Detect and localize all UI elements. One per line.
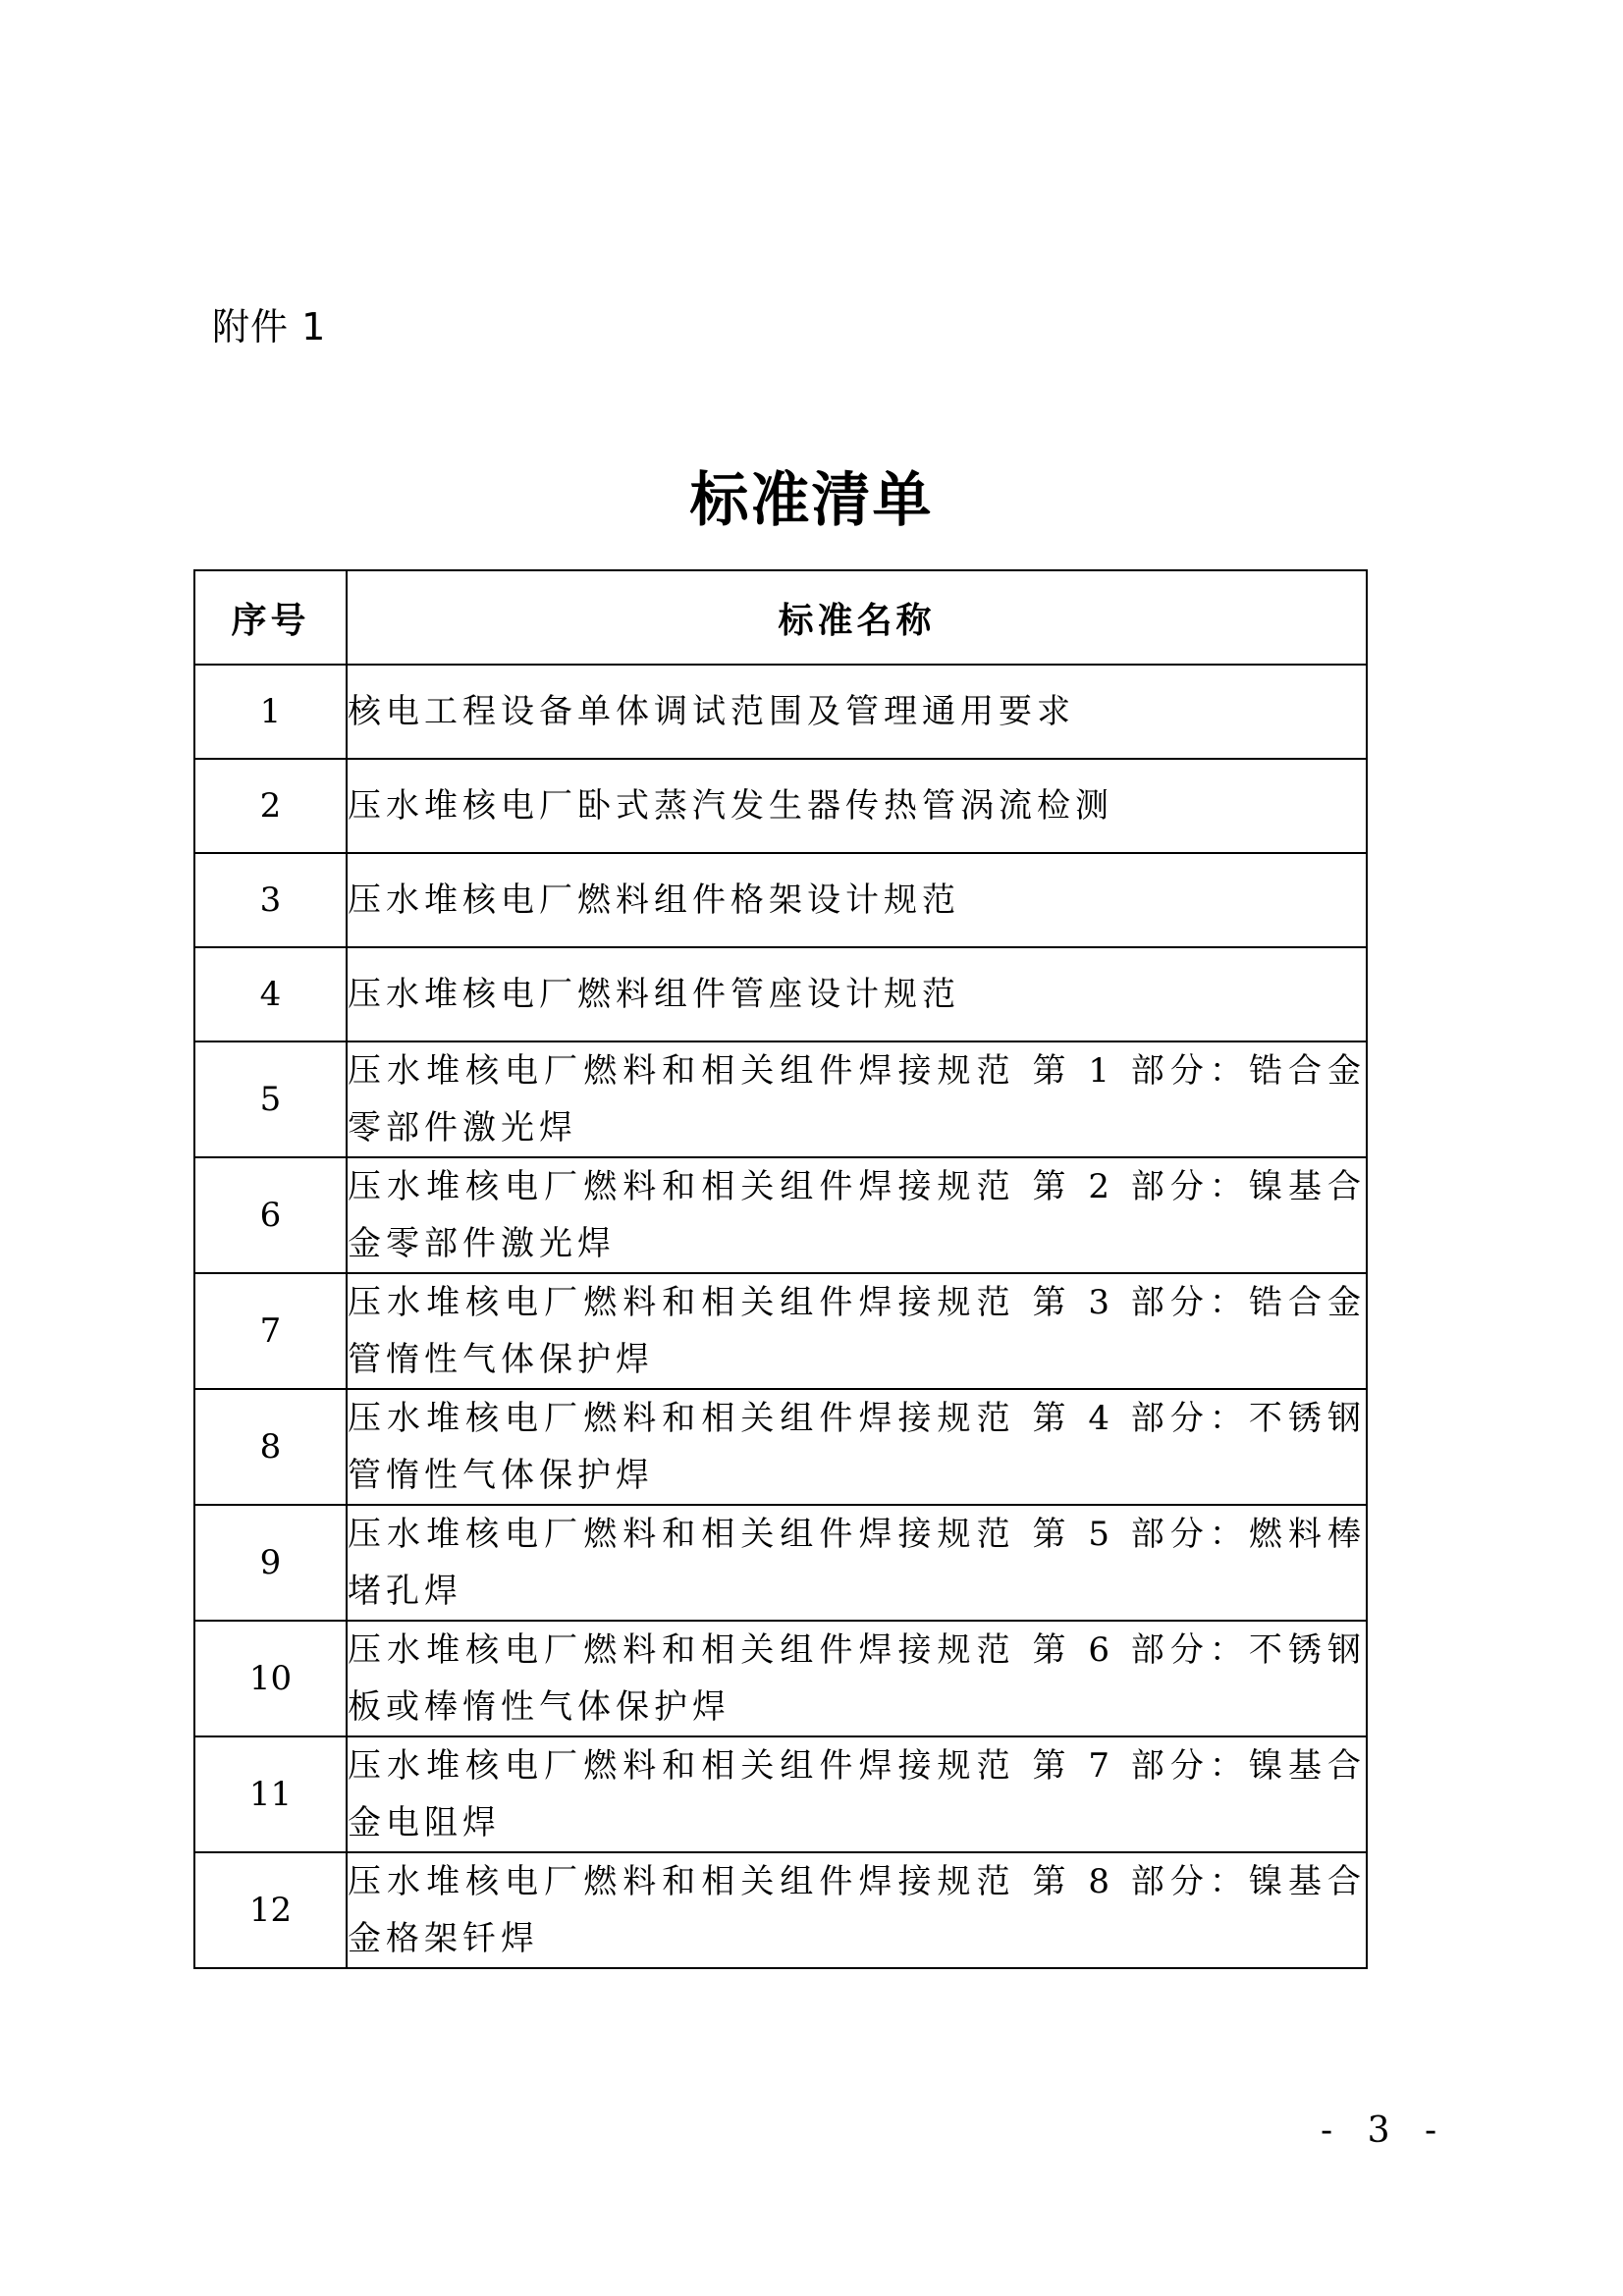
row-number: 9	[194, 1505, 347, 1621]
standards-table	[193, 569, 1368, 1969]
page-number: - 3 -	[1321, 2110, 1449, 2151]
table-row	[194, 1505, 1367, 1621]
table-row	[194, 1852, 1367, 1968]
table-row	[194, 1621, 1367, 1736]
table-row	[194, 1041, 1367, 1157]
row-number: 2	[194, 759, 347, 853]
standard-name: 压水堆核电厂燃料组件格架设计规范	[347, 853, 1367, 947]
standard-name: 压水堆核电厂卧式蒸汽发生器传热管涡流检测	[347, 759, 1367, 853]
row-number: 1	[194, 665, 347, 759]
standard-name: 压水堆核电厂燃料和相关组件焊接规范 第 4 部分：不锈钢管惰性气体保护焊	[347, 1389, 1367, 1505]
standard-name: 核电工程设备单体调试范围及管理通用要求	[347, 665, 1367, 759]
row-number: 4	[194, 947, 347, 1041]
row-number: 8	[194, 1389, 347, 1505]
table-row	[194, 1389, 1367, 1505]
table-row	[194, 947, 1367, 1041]
row-number: 5	[194, 1041, 347, 1157]
standard-name: 压水堆核电厂燃料和相关组件焊接规范 第 8 部分：镍基合金格架钎焊	[347, 1852, 1367, 1968]
attachment-label: 附件 1	[212, 305, 327, 348]
row-number: 10	[194, 1621, 347, 1736]
standard-name: 压水堆核电厂燃料和相关组件焊接规范 第 6 部分：不锈钢板或棒惰性气体保护焊	[347, 1621, 1367, 1736]
table-row	[194, 1273, 1367, 1389]
table-row	[194, 853, 1367, 947]
row-number: 3	[194, 853, 347, 947]
table-header-row	[194, 570, 1367, 665]
standard-name: 压水堆核电厂燃料组件管座设计规范	[347, 947, 1367, 1041]
standard-name: 压水堆核电厂燃料和相关组件焊接规范 第 7 部分：镍基合金电阻焊	[347, 1736, 1367, 1852]
page-title: 标准清单	[689, 466, 934, 535]
row-number: 6	[194, 1157, 347, 1273]
row-number: 11	[194, 1736, 347, 1852]
standard-name: 压水堆核电厂燃料和相关组件焊接规范 第 3 部分：锆合金管惰性气体保护焊	[347, 1273, 1367, 1389]
column-header-standard-name: 标准名称	[347, 570, 1367, 665]
table-row	[194, 1157, 1367, 1273]
standard-name: 压水堆核电厂燃料和相关组件焊接规范 第 2 部分：镍基合金零部件激光焊	[347, 1157, 1367, 1273]
column-header-number: 序号	[194, 570, 347, 665]
row-number: 7	[194, 1273, 347, 1389]
table-row	[194, 759, 1367, 853]
table-row	[194, 1736, 1367, 1852]
row-number: 12	[194, 1852, 347, 1968]
standard-name: 压水堆核电厂燃料和相关组件焊接规范 第 5 部分：燃料棒堵孔焊	[347, 1505, 1367, 1621]
table-row	[194, 665, 1367, 759]
standard-name: 压水堆核电厂燃料和相关组件焊接规范 第 1 部分：锆合金零部件激光焊	[347, 1041, 1367, 1157]
